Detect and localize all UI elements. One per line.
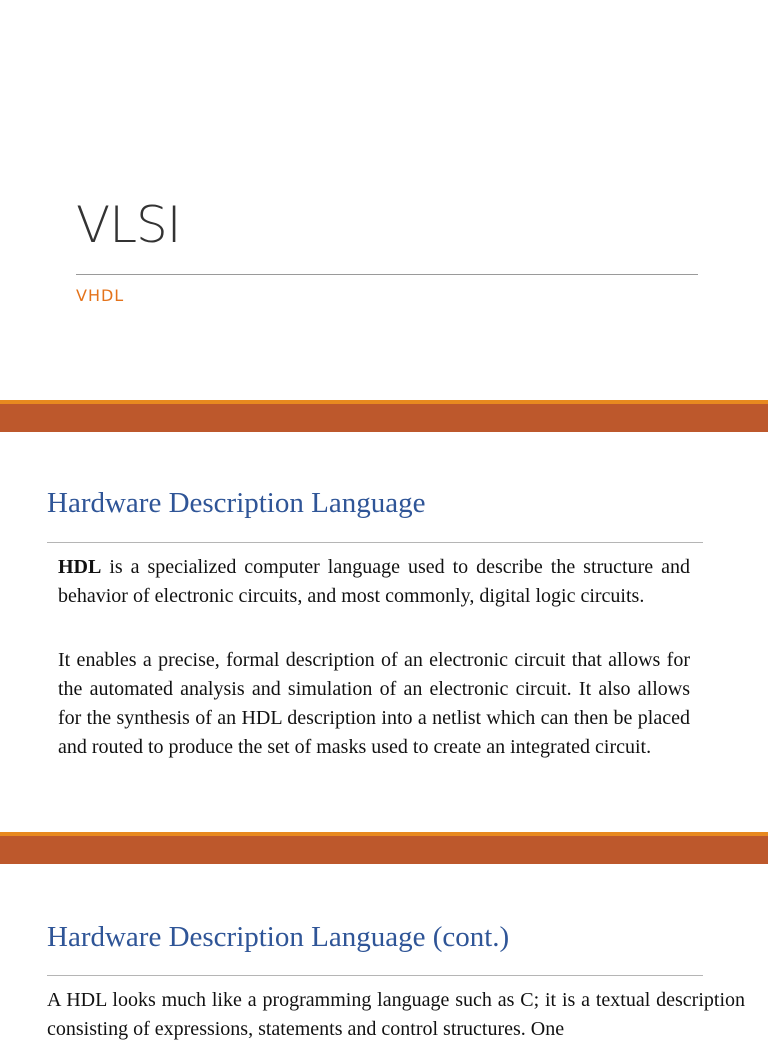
title-slide	[0, 0, 768, 400]
heading-divider	[47, 975, 703, 976]
content-slide-hdl-cont	[0, 864, 768, 1040]
heading-divider	[47, 542, 703, 543]
slide-separator	[0, 832, 768, 864]
slide-separator	[0, 400, 768, 432]
paragraph-text: is a specialized computer language used to describe the structure and behavior of electronic circuits, and most commonly, digital logic circuits.	[58, 556, 690, 607]
content-slide-hdl	[0, 432, 768, 832]
slide-heading: Hardware Description Language	[47, 487, 426, 519]
slide-subtitle: VHDL	[76, 286, 125, 305]
body-paragraph	[58, 553, 690, 611]
slide-heading: Hardware Description Language (cont.)	[47, 921, 510, 953]
slide-title: VLSI	[76, 196, 181, 254]
body-paragraph: A HDL looks much like a programming language such as C; it is a textual description consisting of expressions, statements and control structures. One	[47, 989, 745, 1040]
title-divider	[76, 274, 698, 275]
hdl-term: HDL	[58, 556, 102, 578]
body-paragraph: It enables a precise, formal description of an electronic circuit that allows for the automated analysis and simulation of an electronic circuit. It also allows for the synthesis of an HDL description into a netlist which can then be placed and routed to produce the set of masks used to create an integrated circuit.	[58, 649, 690, 758]
